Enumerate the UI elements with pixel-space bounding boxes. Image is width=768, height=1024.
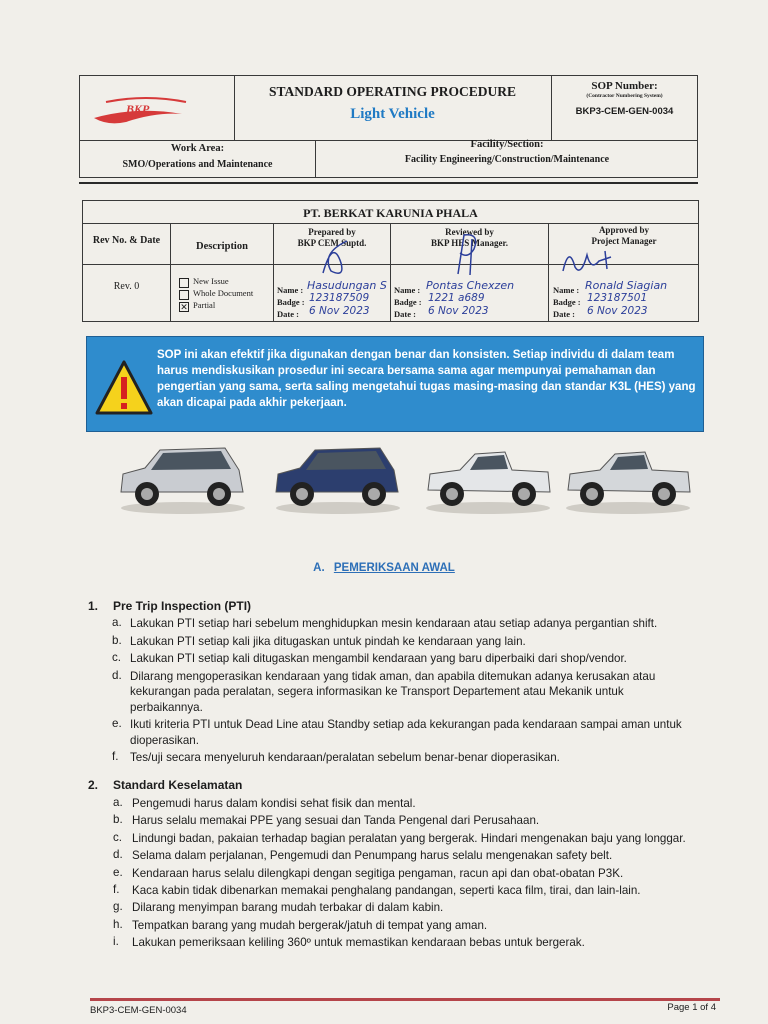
list-item-text: Dilarang menyimpan barang mudah terbakar di dalam kabin. xyxy=(132,901,444,915)
vehicle-images xyxy=(115,432,695,522)
section-2-title: Standard Keselamatan xyxy=(113,778,243,792)
list-item-text: Selama dalam perjalanan, Pengemudi dan Penumpang harus selalu mengenakan safety belt. xyxy=(132,849,613,863)
option-label: Partial xyxy=(193,300,216,310)
bkp-logo-swoosh-icon xyxy=(86,88,226,132)
list-item-text: Harus selalu memakai PPE yang sesuai dan Tanda Pengenal dari Perusahaan. xyxy=(132,814,540,828)
name-label: Name : xyxy=(394,285,421,295)
section-1-number: 1. xyxy=(88,599,99,613)
list-item-text: kekurangan pada peralatan, segera informasikan ke Transport Departement atau Mekanik untuk xyxy=(130,685,624,698)
list-item-text: Dilarang mengoperasikan kendaraan yang tidak aman, dan apabila ditemukan adanya kerusakan atau xyxy=(130,669,656,683)
approval-table xyxy=(82,200,699,322)
option-label: Whole Document xyxy=(193,288,254,298)
list-item-letter: f. xyxy=(112,750,119,763)
list-item-text: Pengemudi harus dalam kondisi sehat fisik dan mental. xyxy=(132,797,416,810)
list-item-letter: g. xyxy=(113,900,123,914)
prepared-name: Hasudungan S xyxy=(307,279,387,292)
document-title: STANDARD OPERATING PROCEDURE xyxy=(268,84,516,99)
sop-number: BKP3-CEM-GEN-0034 xyxy=(575,106,674,117)
col-prepared-header: Prepared by BKP CEM Suptd. xyxy=(297,227,367,248)
name-label: Name : xyxy=(277,285,304,295)
list-item-text: Lakukan pemeriksaan keliling 360º untuk memastikan kendaraan bebas untuk bergerak. xyxy=(132,936,585,950)
work-area-label: Work Area: xyxy=(170,143,225,154)
badge-label: Badge : xyxy=(394,297,422,307)
bkp-logo xyxy=(86,88,226,132)
list-item-letter: a. xyxy=(112,616,122,629)
badge-label: Badge : xyxy=(553,297,581,307)
list-item-letter: f. xyxy=(113,883,120,896)
list-item-text: Lakukan PTI setiap kali ditugaskan mengambil kendaraan yang baru diperbaiki dari shop/vendor. xyxy=(130,652,627,665)
list-item-text: Lakukan PTI setiap hari sebelum menghidupkan mesin kendaraan atau setiap adanya pergantian shift. xyxy=(130,617,658,630)
footer-page-number: Page 1 of 4 xyxy=(667,1002,716,1013)
list-item-text: Ikuti kriteria PTI untuk Dead Line atau Standby setiap ada kekurangan pada kendaraan sampai aman untuk xyxy=(130,718,682,731)
col-rev-header: Rev No. & Date xyxy=(92,235,161,246)
section-a-heading xyxy=(0,562,768,574)
col-description-header: Description xyxy=(196,241,248,252)
document-subtitle: Light Vehicle xyxy=(350,106,435,122)
signature-icon xyxy=(559,241,619,281)
warning-banner xyxy=(86,336,704,432)
signature-icon xyxy=(450,229,490,279)
option-new-issue xyxy=(179,276,271,288)
list-item-text: Kendaraan harus selalu dilengkapi dengan segitiga pengaman, racun api dan obat-obatan P3K. xyxy=(132,866,624,880)
section-2-number: 2. xyxy=(88,778,99,792)
section-title: PEMERIKSAAN AWAL xyxy=(333,562,455,574)
col-approved-header: Approved by Project Manager xyxy=(591,225,657,246)
revision-number: Rev. 0 xyxy=(113,281,140,292)
list-item-letter: e. xyxy=(112,717,122,730)
list-item-letter: c. xyxy=(113,830,123,844)
date-label: Date : xyxy=(553,309,575,319)
list-item-letter: c. xyxy=(112,651,122,664)
list-item-letter: d. xyxy=(112,668,122,682)
footer-doc-number: BKP3-CEM-GEN-0034 xyxy=(90,1005,187,1016)
col-reviewed-header: Reviewed by BKP HES Manager. xyxy=(431,227,508,248)
prepared-badge: 123187509 xyxy=(309,292,370,304)
facility-label: Facility/Section: xyxy=(470,139,544,150)
checkbox-icon xyxy=(179,290,189,300)
warning-text: SOP ini akan efektif jika digunakan dengan benar dan konsisten. Setiap individu di dalam team harus mendiskusikan prosedur ini secara bersama sama agar mempunyai pemahaman dan pengertian yang sama, serta saling mengetahui tugas masing-masing dan standar K3L (HES) yang akan dicapai pada akhir pekerjaan. xyxy=(157,349,696,409)
section-letter: A. xyxy=(313,562,325,574)
date-label: Date : xyxy=(277,309,299,319)
list-item-text: dioperasikan. xyxy=(130,733,199,747)
list-item-letter: b. xyxy=(113,813,123,827)
work-area-value: SMO/Operations and Maintenance xyxy=(122,159,273,170)
prepared-date: 6 Nov 2023 xyxy=(309,305,370,317)
warning-triangle-icon xyxy=(95,359,153,417)
reviewed-name: Pontas Chexzen xyxy=(426,279,515,292)
list-item-letter: b. xyxy=(112,633,122,647)
list-item-letter: a. xyxy=(113,796,123,809)
approved-date: 6 Nov 2023 xyxy=(587,305,648,317)
company-name: PT. BERKAT KARUNIA PHALA xyxy=(303,206,478,220)
list-item-text: Kaca kabin tidak dibenarkan memakai penghalang pandangan, seperti kaca film, tirai, dan lain-lain. xyxy=(132,884,641,897)
badge-label: Badge : xyxy=(277,297,305,307)
list-item-text: perbaikannya. xyxy=(130,700,203,714)
reviewed-badge: 1221 a689 xyxy=(428,292,485,304)
approved-signature-block xyxy=(553,267,698,321)
option-label: New Issue xyxy=(193,276,229,286)
list-item-letter: e. xyxy=(113,865,123,879)
name-label: Name : xyxy=(553,285,580,295)
vehicle-pickup-white-icon xyxy=(420,432,555,522)
checkbox-checked-icon: ✕ xyxy=(180,302,188,312)
checkbox-icon xyxy=(179,278,189,288)
approved-badge: 123187501 xyxy=(587,292,648,304)
prepared-signature-block xyxy=(277,267,389,321)
list-item-text: Tes/uji secara menyeluruh kendaraan/peralatan sebelum benar-benar dioperasikan. xyxy=(130,751,560,764)
vehicle-pickup-silver-icon xyxy=(560,432,695,522)
footer-rule xyxy=(90,998,720,1001)
logo-text: BKP xyxy=(126,102,150,116)
sop-number-label: SOP Number: xyxy=(591,80,658,92)
sop-number-note: (Contractor Numbering System) xyxy=(586,93,663,99)
option-partial xyxy=(179,300,271,312)
reviewed-signature-block xyxy=(394,267,546,321)
vehicle-mpv-silver-icon xyxy=(115,432,250,522)
approved-name: Ronald Siagian xyxy=(585,279,668,292)
signature-icon xyxy=(313,233,353,283)
list-item-letter: d. xyxy=(113,848,123,862)
list-item-letter: i. xyxy=(113,935,119,949)
header-table xyxy=(79,75,698,178)
list-item-text: Lindungi badan, pakaian terhadap bagian peralatan yang bergerak. Hindari mengenakan baju yang longgar. xyxy=(132,831,686,845)
list-item-text: Lakukan PTI setiap kali jika ditugaskan untuk pindah ke kendaraan yang lain. xyxy=(130,634,526,648)
option-whole-document xyxy=(179,288,271,300)
facility-value: Facility Engineering/Construction/Maintenance xyxy=(404,154,610,165)
date-label: Date : xyxy=(394,309,416,319)
reviewed-date: 6 Nov 2023 xyxy=(428,305,489,317)
list-item-letter: h. xyxy=(113,917,123,931)
vehicle-suv-blue-icon xyxy=(270,432,405,522)
list-item-text: Tempatkan barang yang mudah bergerak/jatuh di tempat yang aman. xyxy=(132,918,488,932)
description-options xyxy=(179,276,271,312)
section-1-title: Pre Trip Inspection (PTI) xyxy=(113,599,252,613)
